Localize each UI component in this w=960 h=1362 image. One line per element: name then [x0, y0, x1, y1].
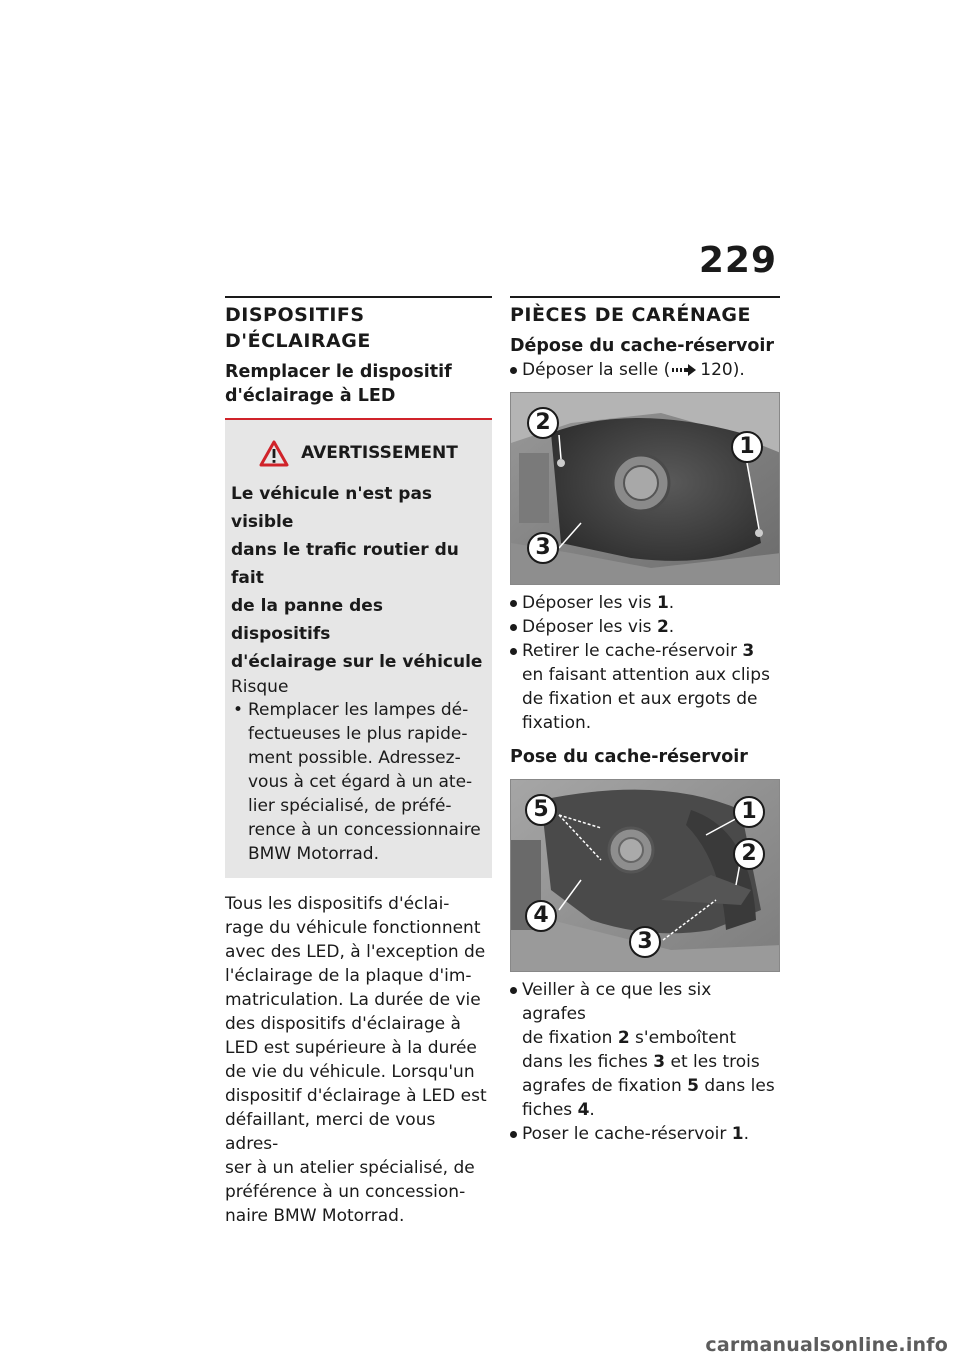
section-rule — [510, 296, 780, 298]
figure-callout: 2 — [733, 838, 765, 870]
warning-bullet: • Remplacer les lampes dé- fectueuses le plus rapide- ment possible. Adressez- vous à cet égard à un ate- lier spécialisé, de préfé- rence à un concessionnaire BMW Motorrad. — [231, 698, 486, 866]
left-column — [225, 296, 492, 1228]
figure-tank-cover-install — [510, 779, 780, 972]
led-paragraph: Tous les dispositifs d'éclai- rage du véhicule fonctionnent avec des LED, à l'exception de l'éclairage de la plaque d'im- matriculation. La durée de vie des dispositifs d'éclairage à LED est supérieure à la durée de vie du véhicule. Lorsqu'un dispositif d'éclairage à LED est défaillant, merci de vous adres- ser à un atelier spécialisé, de préférence à un concession- naire BMW Motorrad. — [225, 894, 487, 1226]
warning-title: AVERTISSEMENT — [301, 443, 458, 463]
figure-callout: 5 — [525, 794, 557, 826]
page-number: 229 — [698, 240, 777, 281]
subtitle-replace-led: Remplacer le dispositif d'éclairage à LED — [225, 362, 452, 406]
warning-lead: Le véhicule n'est pas visible dans le trafic routier du fait de la panne des dispositifs d'éclairage sur le véhicule — [231, 484, 483, 672]
install-steps-list — [510, 978, 780, 1146]
removal-steps-list — [510, 591, 780, 735]
warning-header — [231, 436, 486, 470]
figure-callout: 3 — [527, 532, 559, 564]
figure-callout: 1 — [731, 431, 763, 463]
figure-tank-cover-removal — [510, 392, 780, 585]
list-item: Retirer le cache-réservoir 3 en faisant attention aux clips de fixation et aux ergots de fixation. — [510, 639, 780, 735]
section-title-fairing: PIÈCES DE CARÉNAGE — [510, 304, 751, 326]
page-ref-arrow-icon — [672, 364, 698, 376]
bullet-dot — [510, 1131, 517, 1138]
list-item: Poser le cache-réservoir 1. — [510, 1122, 780, 1146]
watermark: carmanualsonline.info — [705, 1334, 948, 1356]
bullet-dot — [510, 624, 517, 631]
list-item: Veiller à ce que les six agrafes de fixation 2 s'emboîtent dans les fiches 3 et les trois agrafes de fixation 5 dans les fiches 4. — [510, 978, 780, 1122]
subtitle-removal: Dépose du cache-réservoir — [510, 336, 775, 356]
figure-callout: 1 — [733, 796, 765, 828]
list-item: Déposer les vis 1. — [510, 591, 780, 615]
list-item: Déposer les vis 2. — [510, 615, 780, 639]
warning-box — [225, 418, 492, 878]
right-column — [510, 296, 780, 1146]
bullet-dot — [510, 987, 517, 994]
warning-triangle-icon — [259, 440, 289, 467]
section-title-lighting: DISPOSITIFS D'ÉCLAIRAGE — [225, 304, 371, 352]
bullet-dot — [510, 367, 517, 374]
removal-prep-list — [510, 358, 780, 382]
figure-callout: 3 — [629, 926, 661, 958]
figure-callout: 4 — [525, 900, 557, 932]
bullet-dot — [510, 600, 517, 607]
subtitle-install: Pose du cache-réservoir — [510, 747, 748, 767]
section-rule — [225, 296, 492, 298]
list-item: Déposer la selle ( 120). — [510, 358, 780, 382]
figure-callout: 2 — [527, 407, 559, 439]
warning-risk-label: Risque — [231, 677, 289, 697]
bullet-dot — [510, 648, 517, 655]
